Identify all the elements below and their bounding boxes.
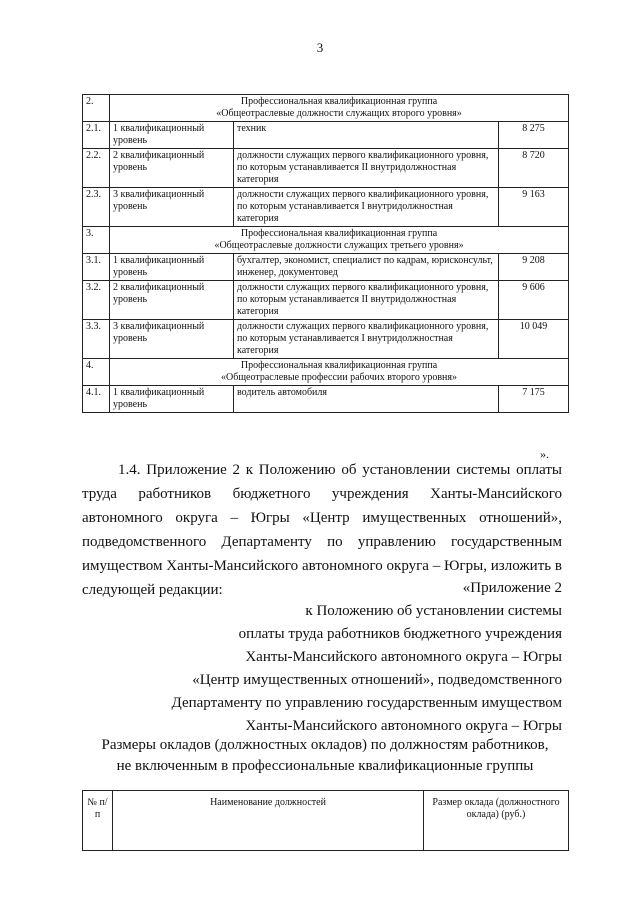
salary-value: 9 208 (499, 254, 569, 281)
row-number: 2.3. (83, 188, 110, 227)
qualification-level: 3 квалификационный уровень (110, 320, 234, 359)
group-row (83, 227, 569, 254)
group-title-line: «Общеотраслевые должности служащих третьего уровня» (214, 240, 464, 251)
appendix-line: «Приложение 2 (462, 580, 562, 596)
appendix-line: Департаменту по управлению государственным имуществом (171, 695, 562, 711)
row-number: 4. (83, 359, 110, 386)
appendix-line: оплаты труда работников бюджетного учреждения (238, 626, 562, 642)
row-number: 3.1. (83, 254, 110, 281)
heading-line: Размеры окладов (должностных окладов) по должностям работников, (101, 737, 549, 753)
qualification-level: 3 квалификационный уровень (110, 188, 234, 227)
position-names: техник (234, 122, 499, 149)
closing-quote: ». (540, 447, 549, 461)
group-title-line: Профессиональная квалификационная группа (240, 96, 438, 107)
table-row (83, 188, 569, 227)
salary-table (82, 790, 569, 851)
table-row (83, 254, 569, 281)
group-title (110, 227, 569, 254)
table-row (83, 386, 569, 413)
row-number: 2. (83, 95, 110, 122)
appendix-header (142, 577, 562, 738)
row-number: 3. (83, 227, 110, 254)
position-names: должности служащих первого квалификационного уровня, по которым устанавливается I внутридолжностная категория (234, 188, 499, 227)
position-names: водитель автомобиля (234, 386, 499, 413)
appendix-line: к Положению об установлении системы (305, 603, 562, 619)
group-title (110, 359, 569, 386)
qualification-level: 1 квалификационный уровень (110, 254, 234, 281)
table-row (83, 122, 569, 149)
group-title-line: Профессиональная квалификационная группа (240, 360, 438, 371)
qualification-level: 1 квалификационный уровень (110, 386, 234, 413)
row-number: 3.3. (83, 320, 110, 359)
table-row (83, 149, 569, 188)
group-title (110, 95, 569, 122)
salary-table-heading (82, 735, 568, 777)
position-names: должности служащих первого квалификационного уровня, по которым устанавливается II внутридолжностная категория (234, 149, 499, 188)
salary-value: 10 049 (499, 320, 569, 359)
row-number: 2.2. (83, 149, 110, 188)
column-header-salary: Размер оклада (должностного оклада) (руб.) (424, 791, 569, 851)
group-row (83, 95, 569, 122)
qualification-level: 2 квалификационный уровень (110, 281, 234, 320)
heading-line: не включенным в профессиональные квалификационные группы (116, 758, 534, 774)
amendment-paragraph: 1.4. Приложение 2 к Положению об установлении системы оплаты труда работников бюджетного учреждения Ханты-Мансийского автономного округа – Югры «Центр имущественных отношений», подведомственного Департаменту по управлению государственным имуществом Ханты-Мансийского автономного округа – Югры, изложить в следующей редакции: (82, 462, 562, 598)
row-number: 2.1. (83, 122, 110, 149)
table-row (83, 320, 569, 359)
row-number: 4.1. (83, 386, 110, 413)
column-header-position: Наименование должностей (113, 791, 424, 851)
appendix-line: Ханты-Мансийского автономного округа – Югры (245, 649, 562, 665)
salary-value: 8 275 (499, 122, 569, 149)
position-names: бухгалтер, экономист, специалист по кадрам, юрисконсульт, инженер, документовед (234, 254, 499, 281)
row-number: 3.2. (83, 281, 110, 320)
group-row (83, 359, 569, 386)
page-number: 3 (316, 40, 324, 55)
group-title-line: «Общеотраслевые профессии рабочих второго уровня» (221, 372, 457, 383)
salary-value: 9 163 (499, 188, 569, 227)
salary-value: 7 175 (499, 386, 569, 413)
salary-value: 9 606 (499, 281, 569, 320)
qualification-groups-table (82, 94, 569, 413)
column-header-number: № п/п (83, 791, 113, 851)
table-row (83, 281, 569, 320)
qualification-level: 2 квалификационный уровень (110, 149, 234, 188)
appendix-line: «Центр имущественных отношений», подведомственного (192, 672, 562, 688)
position-names: должности служащих первого квалификационного уровня, по которым устанавливается I внутридолжностная категория (234, 320, 499, 359)
table-header-row (83, 791, 569, 851)
position-names: должности служащих первого квалификационного уровня, по которым устанавливается II внутридолжностная категория (234, 281, 499, 320)
appendix-line: Ханты-Мансийского автономного округа – Югры (245, 718, 562, 734)
group-title-line: «Общеотраслевые должности служащих второго уровня» (216, 108, 462, 119)
group-title-line: Профессиональная квалификационная группа (240, 228, 438, 239)
salary-value: 8 720 (499, 149, 569, 188)
qualification-level: 1 квалификационный уровень (110, 122, 234, 149)
